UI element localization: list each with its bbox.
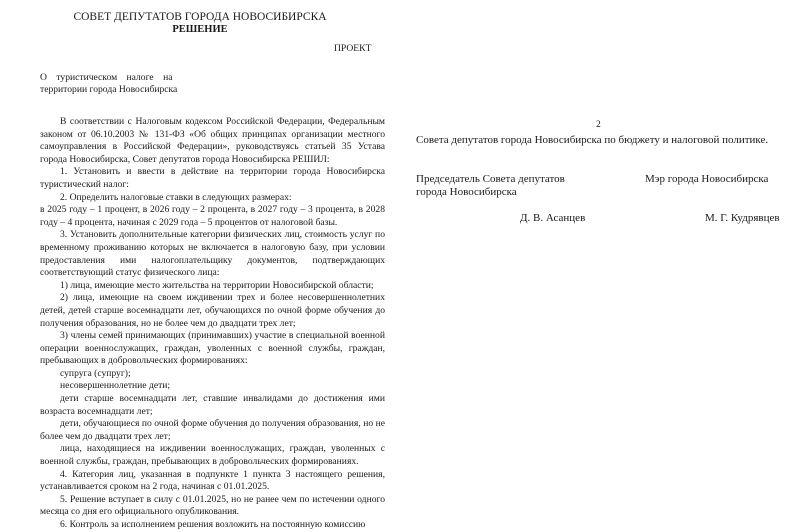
page-number: 2 — [596, 120, 601, 130]
subitem-2-paragraph: 2) лица, имеющие на своем иждивении трех и более несовершеннолетних детей, детей старше восемнадцати лет, обучающихся по очной форме обучения до получения образования, но не более чем до двадцати трех лет; — [40, 292, 385, 329]
chairman-title-line-1: Председатель Совета депутатов — [416, 173, 565, 185]
continuation-line: Совета депутатов города Новосибирска по бюджету и налоговой политике. — [416, 134, 769, 146]
spouse-paragraph: супруга (супруг); — [60, 367, 131, 379]
subitem-3-paragraph: 3) члены семей принимающих (принимавших) участие в специальной военной операции военнослужащих, граждан, уволенных с военной службы, граждан, пребывающих в добровольческих формированиях: — [40, 330, 385, 367]
draft-label: ПРОЕКТ — [334, 43, 372, 54]
item-5-paragraph: 5. Решение вступает в силу с 01.01.2025, но не ранее чем по истечении одного месяца со дня его официального опубликования. — [40, 493, 385, 518]
council-header: СОВЕТ ДЕПУТАТОВ ГОРОДА НОВОСИБИРСКА — [73, 11, 327, 23]
chairman-title-line-2: города Новосибирска — [416, 186, 517, 198]
mayor-title: Мэр города Новосибирска — [645, 173, 769, 185]
students-paragraph: дети, обучающиеся по очной форме обучения до получения образования, но не более чем до двадцати трех лет; — [40, 418, 385, 442]
item-6-paragraph: 6. Контроль за исполнением решения возложить на постоянную комиссию — [60, 519, 366, 530]
item-4-paragraph: 4. Категория лиц, указанная в подпункте 1 пункта 3 настоящего решения, устанавливается сроком на 2 года, начиная с 01.01.2025. — [40, 468, 385, 493]
subitem-1-paragraph: 1) лица, имеющие место жительства на территории Новосибирской области; — [60, 279, 374, 291]
item-3-paragraph: 3. Установить дополнительные категории физических лиц, стоимость услуг по временному проживанию которых не включается в налоговую базу, при условии предоставления ими налогоплательщику документов, подтверждающих соответствующий статус физического лица: — [40, 229, 385, 279]
decision-header: РЕШЕНИЕ — [172, 24, 228, 35]
document-page-2 — [400, 0, 800, 499]
disabled-children-paragraph: дети старше восемнадцати лет, ставшие инвалидами до достижения ими возраста восемнадцати лет; — [40, 393, 385, 417]
subject-line-1: О туристическом налоге на — [40, 72, 173, 83]
mayor-name: М. Г. Кудрявцев — [705, 212, 780, 224]
item-1-paragraph: 1. Установить и ввести в действие на территории города Новосибирска туристический налог: — [40, 166, 385, 190]
document-page-1 — [0, 0, 400, 530]
minor-children-paragraph: несовершеннолетние дети; — [60, 380, 171, 392]
decision-body — [40, 116, 385, 532]
dependents-paragraph: лица, находящиеся на иждивении военнослужащих, граждан, уволенных с военной службы, граждан, пребывающих в добровольческих формированиях. — [40, 443, 385, 468]
subject-line-2: территории города Новосибирска — [40, 84, 178, 95]
tax-rates-paragraph: в 2025 году – 1 процент, в 2026 году – 2 процента, в 2027 году – 3 процента, в 2028 году – 4 процента, начиная с 2029 года – 5 процентов от налоговой базы. — [40, 204, 385, 228]
chairman-name: Д. В. Асанцев — [520, 212, 586, 224]
preamble-paragraph: В соответствии с Налоговым кодексом Российской Федерации, Федеральным законом от 06.10.2003 № 131-ФЗ «Об общих принципах организации местного самоуправления в Российской Федерации», руководствуясь статьей 35 Устава города Новосибирска, Совет депутатов города Новосибирска РЕШИЛ: — [40, 116, 385, 165]
item-2-paragraph: 2. Определить налоговые ставки в следующих размерах: — [60, 191, 292, 203]
